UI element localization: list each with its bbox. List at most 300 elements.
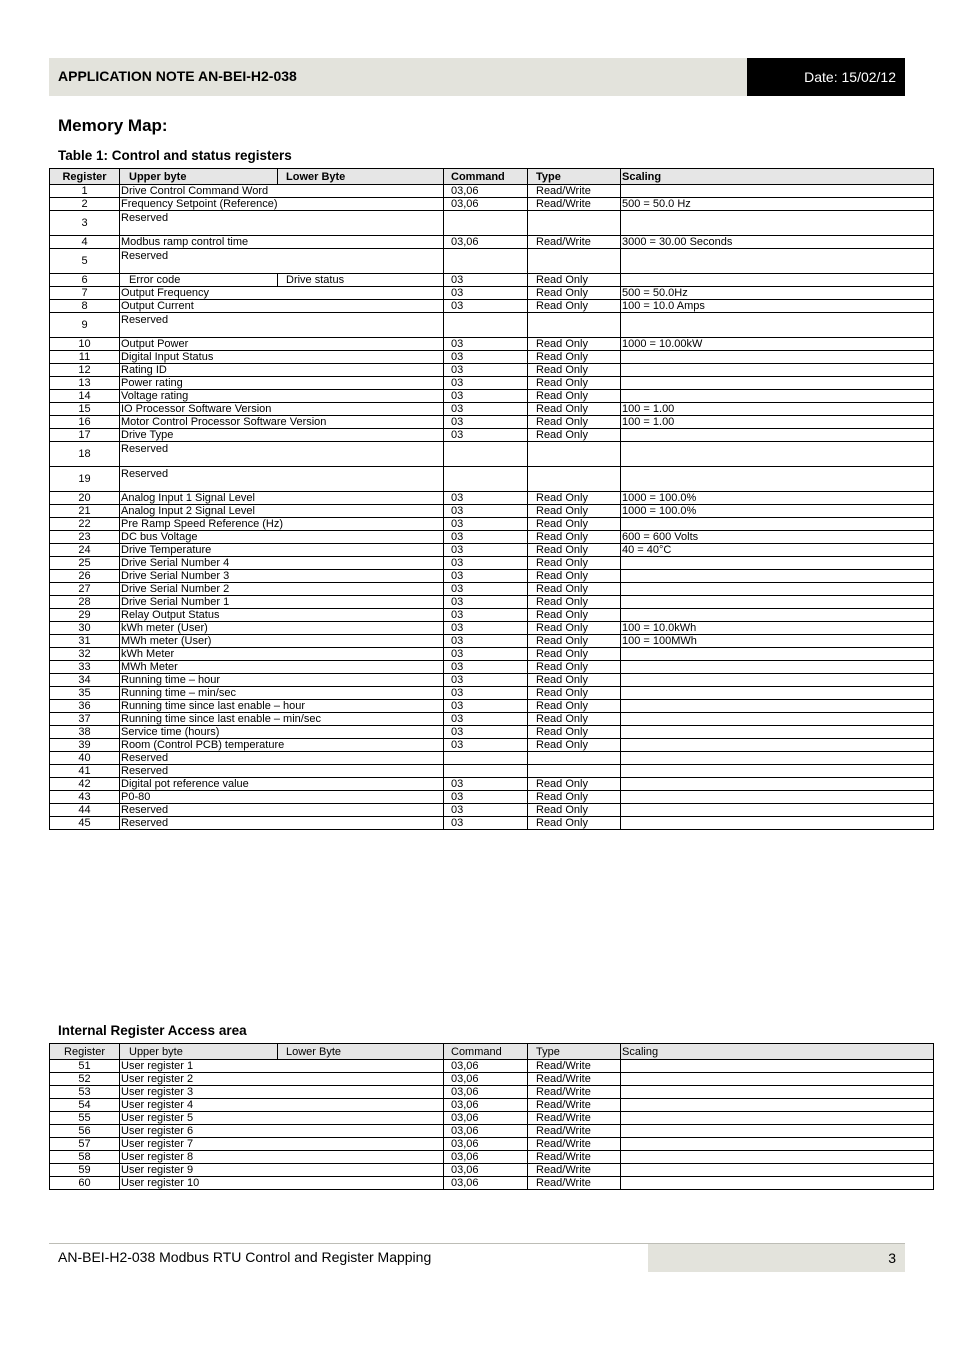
- description-cell: User register 3: [120, 1086, 444, 1099]
- type-cell: Read Only: [528, 416, 621, 429]
- register-number-cell: 35: [50, 687, 120, 700]
- description-cell: Reserved: [120, 467, 444, 492]
- description-cell: User register 10: [120, 1177, 444, 1190]
- scaling-cell: [621, 713, 934, 726]
- type-cell: Read Only: [528, 570, 621, 583]
- type-cell: Read Only: [528, 700, 621, 713]
- register-number-cell: 53: [50, 1086, 120, 1099]
- document-title: APPLICATION NOTE AN-BEI-H2-038: [58, 68, 297, 84]
- scaling-cell: [621, 817, 934, 830]
- table-row: [50, 687, 934, 700]
- type-cell: Read/Write: [528, 1125, 621, 1138]
- command-cell: 03,06: [444, 1112, 528, 1125]
- register-number-cell: 27: [50, 583, 120, 596]
- type-cell: Read Only: [528, 287, 621, 300]
- register-number-cell: 22: [50, 518, 120, 531]
- register-number-cell: 41: [50, 765, 120, 778]
- register-number-cell: 52: [50, 1073, 120, 1086]
- scaling-cell: [621, 1138, 934, 1151]
- table-row: [50, 211, 934, 236]
- command-cell: 03,06: [444, 198, 528, 211]
- scaling-cell: [621, 185, 934, 198]
- description-cell: Reserved: [120, 804, 444, 817]
- command-cell: 03: [444, 351, 528, 364]
- register-number-cell: 15: [50, 403, 120, 416]
- table-row: [50, 557, 934, 570]
- type-cell: Read/Write: [528, 1112, 621, 1125]
- type-cell: Read/Write: [528, 1073, 621, 1086]
- scaling-cell: [621, 570, 934, 583]
- type-cell: Read/Write: [528, 185, 621, 198]
- scaling-cell: [621, 609, 934, 622]
- command-cell: 03: [444, 544, 528, 557]
- type-cell: Read Only: [528, 300, 621, 313]
- scaling-cell: 100 = 10.0kWh: [621, 622, 934, 635]
- description-cell: Running time since last enable – min/sec: [120, 713, 444, 726]
- type-cell: [528, 211, 621, 236]
- type-cell: Read Only: [528, 377, 621, 390]
- scaling-cell: [621, 1060, 934, 1073]
- table-row: [50, 236, 934, 249]
- table-row: [50, 1125, 934, 1138]
- description-cell: User register 9: [120, 1164, 444, 1177]
- description-cell: Drive Temperature: [120, 544, 444, 557]
- table-row: [50, 287, 934, 300]
- command-cell: 03: [444, 713, 528, 726]
- type-cell: Read Only: [528, 661, 621, 674]
- description-cell: P0-80: [120, 791, 444, 804]
- description-cell: User register 7: [120, 1138, 444, 1151]
- description-cell: Reserved: [120, 442, 444, 467]
- description-cell: User register 8: [120, 1151, 444, 1164]
- command-cell: 03,06: [444, 1060, 528, 1073]
- table-row: [50, 622, 934, 635]
- register-number-cell: 57: [50, 1138, 120, 1151]
- scaling-cell: [621, 274, 934, 287]
- table-row: [50, 467, 934, 492]
- scaling-cell: [621, 313, 934, 338]
- table-row: [50, 531, 934, 544]
- scaling-cell: [621, 739, 934, 752]
- register-number-cell: 21: [50, 505, 120, 518]
- table-row: [50, 804, 934, 817]
- description-cell: Output Power: [120, 338, 444, 351]
- table-row: [50, 442, 934, 467]
- internal-register-access-table: [49, 1043, 934, 1190]
- type-cell: Read Only: [528, 596, 621, 609]
- scaling-cell: [621, 377, 934, 390]
- type-cell: Read/Write: [528, 198, 621, 211]
- scaling-cell: [621, 442, 934, 467]
- command-cell: 03: [444, 570, 528, 583]
- command-cell: 03: [444, 403, 528, 416]
- table-row: [50, 403, 934, 416]
- command-cell: 03: [444, 661, 528, 674]
- type-cell: Read/Write: [528, 1138, 621, 1151]
- register-number-cell: 5: [50, 249, 120, 274]
- type-cell: [528, 442, 621, 467]
- type-cell: Read Only: [528, 726, 621, 739]
- description-cell: Running time – hour: [120, 674, 444, 687]
- table-row: [50, 185, 934, 198]
- description-cell: Reserved: [120, 211, 444, 236]
- command-cell: 03: [444, 635, 528, 648]
- description-cell: User register 2: [120, 1073, 444, 1086]
- scaling-cell: 1000 = 100.0%: [621, 492, 934, 505]
- command-cell: 03: [444, 700, 528, 713]
- command-cell: 03: [444, 429, 528, 442]
- table-row: [50, 1164, 934, 1177]
- table-row: [50, 390, 934, 403]
- control-status-registers-table: [49, 168, 934, 830]
- type-cell: Read Only: [528, 351, 621, 364]
- command-cell: 03: [444, 687, 528, 700]
- scaling-cell: [621, 648, 934, 661]
- description-cell: Running time – min/sec: [120, 687, 444, 700]
- type-cell: Read Only: [528, 492, 621, 505]
- table-row: [50, 429, 934, 442]
- register-number-cell: 59: [50, 1164, 120, 1177]
- table1-body: [50, 185, 934, 830]
- register-number-cell: 40: [50, 752, 120, 765]
- scaling-cell: [621, 1164, 934, 1177]
- register-number-cell: 13: [50, 377, 120, 390]
- table-row: [50, 364, 934, 377]
- register-number-cell: 6: [50, 274, 120, 287]
- type-cell: Read Only: [528, 778, 621, 791]
- scaling-cell: 100 = 100MWh: [621, 635, 934, 648]
- type-cell: Read Only: [528, 687, 621, 700]
- scaling-cell: [621, 804, 934, 817]
- command-cell: 03,06: [444, 185, 528, 198]
- table-row: [50, 752, 934, 765]
- description-cell: Running time since last enable – hour: [120, 700, 444, 713]
- command-cell: 03,06: [444, 1177, 528, 1190]
- register-number-cell: 33: [50, 661, 120, 674]
- command-cell: 03: [444, 804, 528, 817]
- column-header-command: Command: [444, 169, 528, 185]
- type-cell: Read Only: [528, 674, 621, 687]
- command-cell: 03,06: [444, 1138, 528, 1151]
- table-row: [50, 778, 934, 791]
- register-number-cell: 31: [50, 635, 120, 648]
- scaling-cell: [621, 1151, 934, 1164]
- scaling-cell: 500 = 50.0 Hz: [621, 198, 934, 211]
- scaling-cell: [621, 765, 934, 778]
- table-row: [50, 1060, 934, 1073]
- table-row: [50, 674, 934, 687]
- scaling-cell: [621, 518, 934, 531]
- scaling-cell: [621, 583, 934, 596]
- command-cell: 03,06: [444, 1099, 528, 1112]
- register-number-cell: 24: [50, 544, 120, 557]
- table-row: [50, 338, 934, 351]
- table-row: [50, 274, 934, 287]
- command-cell: [444, 249, 528, 274]
- register-number-cell: 10: [50, 338, 120, 351]
- type-cell: Read Only: [528, 583, 621, 596]
- command-cell: [444, 442, 528, 467]
- type-cell: Read Only: [528, 635, 621, 648]
- column-header-upper-byte: Upper byte: [120, 169, 278, 185]
- table-row: [50, 661, 934, 674]
- description-cell: MWh Meter: [120, 661, 444, 674]
- command-cell: 03: [444, 505, 528, 518]
- register-number-cell: 37: [50, 713, 120, 726]
- command-cell: 03: [444, 492, 528, 505]
- description-cell: Reserved: [120, 249, 444, 274]
- command-cell: 03,06: [444, 1151, 528, 1164]
- type-cell: Read Only: [528, 274, 621, 287]
- type-cell: Read/Write: [528, 1060, 621, 1073]
- table-row: [50, 249, 934, 274]
- register-number-cell: 18: [50, 442, 120, 467]
- description-cell: Power rating: [120, 377, 444, 390]
- description-cell: Pre Ramp Speed Reference (Hz): [120, 518, 444, 531]
- column-header-command: Command: [444, 1044, 528, 1060]
- description-cell: Motor Control Processor Software Version: [120, 416, 444, 429]
- command-cell: [444, 752, 528, 765]
- scaling-cell: [621, 661, 934, 674]
- register-number-cell: 28: [50, 596, 120, 609]
- column-header-register: Register: [50, 1044, 120, 1060]
- table-row: [50, 596, 934, 609]
- table-row: [50, 609, 934, 622]
- command-cell: 03: [444, 557, 528, 570]
- document-date: Date: 15/02/12: [747, 58, 905, 96]
- table-row: [50, 1086, 934, 1099]
- description-cell: Output Current: [120, 300, 444, 313]
- column-header-register: Register: [50, 169, 120, 185]
- command-cell: 03: [444, 739, 528, 752]
- description-cell: User register 5: [120, 1112, 444, 1125]
- command-cell: 03: [444, 338, 528, 351]
- command-cell: 03: [444, 416, 528, 429]
- command-cell: 03: [444, 622, 528, 635]
- command-cell: [444, 467, 528, 492]
- scaling-cell: 40 = 40°C: [621, 544, 934, 557]
- register-number-cell: 34: [50, 674, 120, 687]
- description-cell: Analog Input 1 Signal Level: [120, 492, 444, 505]
- command-cell: 03: [444, 287, 528, 300]
- scaling-cell: [621, 700, 934, 713]
- scaling-cell: [621, 752, 934, 765]
- description-cell: Analog Input 2 Signal Level: [120, 505, 444, 518]
- register-number-cell: 44: [50, 804, 120, 817]
- register-number-cell: 43: [50, 791, 120, 804]
- type-cell: Read/Write: [528, 1099, 621, 1112]
- description-cell: Frequency Setpoint (Reference): [120, 198, 444, 211]
- table-row: [50, 765, 934, 778]
- register-number-cell: 56: [50, 1125, 120, 1138]
- register-number-cell: 45: [50, 817, 120, 830]
- type-cell: [528, 765, 621, 778]
- register-number-cell: 39: [50, 739, 120, 752]
- type-cell: Read Only: [528, 518, 621, 531]
- description-cell: kWh meter (User): [120, 622, 444, 635]
- column-header-lower-byte: Lower Byte: [278, 1044, 444, 1060]
- table-row: [50, 1099, 934, 1112]
- description-cell: User register 1: [120, 1060, 444, 1073]
- table-header-row: [50, 1044, 934, 1060]
- command-cell: 03: [444, 300, 528, 313]
- table-row: [50, 739, 934, 752]
- type-cell: [528, 313, 621, 338]
- type-cell: Read Only: [528, 338, 621, 351]
- command-cell: 03,06: [444, 1086, 528, 1099]
- scaling-cell: [621, 1099, 934, 1112]
- register-number-cell: 42: [50, 778, 120, 791]
- table-row: [50, 635, 934, 648]
- description-cell: Output Frequency: [120, 287, 444, 300]
- description-cell: Reserved: [120, 765, 444, 778]
- table-row: [50, 518, 934, 531]
- footer-title: AN-BEI-H2-038 Modbus RTU Control and Register Mapping: [58, 1249, 432, 1265]
- column-header-type: Type: [528, 1044, 621, 1060]
- command-cell: [444, 313, 528, 338]
- table-row: [50, 544, 934, 557]
- scaling-cell: [621, 674, 934, 687]
- register-number-cell: 12: [50, 364, 120, 377]
- scaling-cell: [621, 429, 934, 442]
- type-cell: Read Only: [528, 390, 621, 403]
- command-cell: 03: [444, 609, 528, 622]
- description-cell: Drive Serial Number 4: [120, 557, 444, 570]
- description-cell: Reserved: [120, 313, 444, 338]
- scaling-cell: 100 = 1.00: [621, 403, 934, 416]
- register-number-cell: 29: [50, 609, 120, 622]
- table-row: [50, 300, 934, 313]
- register-number-cell: 38: [50, 726, 120, 739]
- table-header-row: [50, 169, 934, 185]
- type-cell: Read/Write: [528, 1164, 621, 1177]
- scaling-cell: [621, 778, 934, 791]
- register-number-cell: 16: [50, 416, 120, 429]
- table-row: [50, 1112, 934, 1125]
- command-cell: 03: [444, 648, 528, 661]
- type-cell: [528, 467, 621, 492]
- scaling-cell: [621, 211, 934, 236]
- scaling-cell: 500 = 50.0Hz: [621, 287, 934, 300]
- scaling-cell: 1000 = 10.00kW: [621, 338, 934, 351]
- description-cell: Digital pot reference value: [120, 778, 444, 791]
- register-number-cell: 23: [50, 531, 120, 544]
- scaling-cell: [621, 364, 934, 377]
- register-number-cell: 4: [50, 236, 120, 249]
- table-row: [50, 1177, 934, 1190]
- table-row: [50, 198, 934, 211]
- type-cell: Read/Write: [528, 1151, 621, 1164]
- description-cell: Service time (hours): [120, 726, 444, 739]
- scaling-cell: 100 = 1.00: [621, 416, 934, 429]
- register-number-cell: 1: [50, 185, 120, 198]
- register-number-cell: 32: [50, 648, 120, 661]
- description-cell: MWh meter (User): [120, 635, 444, 648]
- type-cell: Read Only: [528, 403, 621, 416]
- register-number-cell: 11: [50, 351, 120, 364]
- command-cell: 03: [444, 364, 528, 377]
- description-cell: IO Processor Software Version: [120, 403, 444, 416]
- type-cell: Read Only: [528, 429, 621, 442]
- table-row: [50, 377, 934, 390]
- command-cell: 03: [444, 377, 528, 390]
- register-number-cell: 60: [50, 1177, 120, 1190]
- scaling-cell: 600 = 600 Volts: [621, 531, 934, 544]
- register-number-cell: 7: [50, 287, 120, 300]
- command-cell: 03: [444, 583, 528, 596]
- scaling-cell: [621, 249, 934, 274]
- description-cell: Reserved: [120, 817, 444, 830]
- type-cell: Read Only: [528, 804, 621, 817]
- description-cell: Voltage rating: [120, 390, 444, 403]
- scaling-cell: 100 = 10.0 Amps: [621, 300, 934, 313]
- command-cell: [444, 765, 528, 778]
- type-cell: Read Only: [528, 817, 621, 830]
- table2-caption: Internal Register Access area: [58, 1023, 247, 1038]
- command-cell: 03: [444, 596, 528, 609]
- type-cell: Read Only: [528, 364, 621, 377]
- column-header-upper-byte: Upper byte: [120, 1044, 278, 1060]
- table-row: [50, 713, 934, 726]
- scaling-cell: [621, 596, 934, 609]
- table-row: [50, 700, 934, 713]
- table-row: [50, 648, 934, 661]
- register-number-cell: 54: [50, 1099, 120, 1112]
- table2-body: [50, 1060, 934, 1190]
- command-cell: 03,06: [444, 1164, 528, 1177]
- register-number-cell: 51: [50, 1060, 120, 1073]
- description-cell: Drive Type: [120, 429, 444, 442]
- command-cell: 03,06: [444, 1125, 528, 1138]
- type-cell: Read/Write: [528, 1086, 621, 1099]
- scaling-cell: [621, 1125, 934, 1138]
- column-header-scaling: Scaling: [621, 169, 934, 185]
- table-row: [50, 505, 934, 518]
- register-number-cell: 9: [50, 313, 120, 338]
- scaling-cell: [621, 1112, 934, 1125]
- register-number-cell: 17: [50, 429, 120, 442]
- scaling-cell: [621, 467, 934, 492]
- page-title: Memory Map:: [58, 116, 168, 135]
- table-row: [50, 351, 934, 364]
- table-row: [50, 1073, 934, 1086]
- table-row: [50, 583, 934, 596]
- type-cell: Read Only: [528, 544, 621, 557]
- command-cell: 03: [444, 778, 528, 791]
- type-cell: Read/Write: [528, 1177, 621, 1190]
- description-cell: Digital Input Status: [120, 351, 444, 364]
- column-header-type: Type: [528, 169, 621, 185]
- register-number-cell: 14: [50, 390, 120, 403]
- description-cell: Drive Serial Number 2: [120, 583, 444, 596]
- register-number-cell: 3: [50, 211, 120, 236]
- table-row: [50, 1151, 934, 1164]
- table-row: [50, 313, 934, 338]
- page-number: 3: [648, 1244, 905, 1272]
- command-cell: 03: [444, 817, 528, 830]
- type-cell: Read Only: [528, 505, 621, 518]
- register-number-cell: 2: [50, 198, 120, 211]
- command-cell: 03: [444, 274, 528, 287]
- command-cell: 03: [444, 518, 528, 531]
- register-number-cell: 36: [50, 700, 120, 713]
- table1-caption: Table 1: Control and status registers: [58, 148, 292, 163]
- command-cell: 03: [444, 531, 528, 544]
- register-number-cell: 19: [50, 467, 120, 492]
- type-cell: Read Only: [528, 713, 621, 726]
- table-row: [50, 1138, 934, 1151]
- scaling-cell: [621, 1086, 934, 1099]
